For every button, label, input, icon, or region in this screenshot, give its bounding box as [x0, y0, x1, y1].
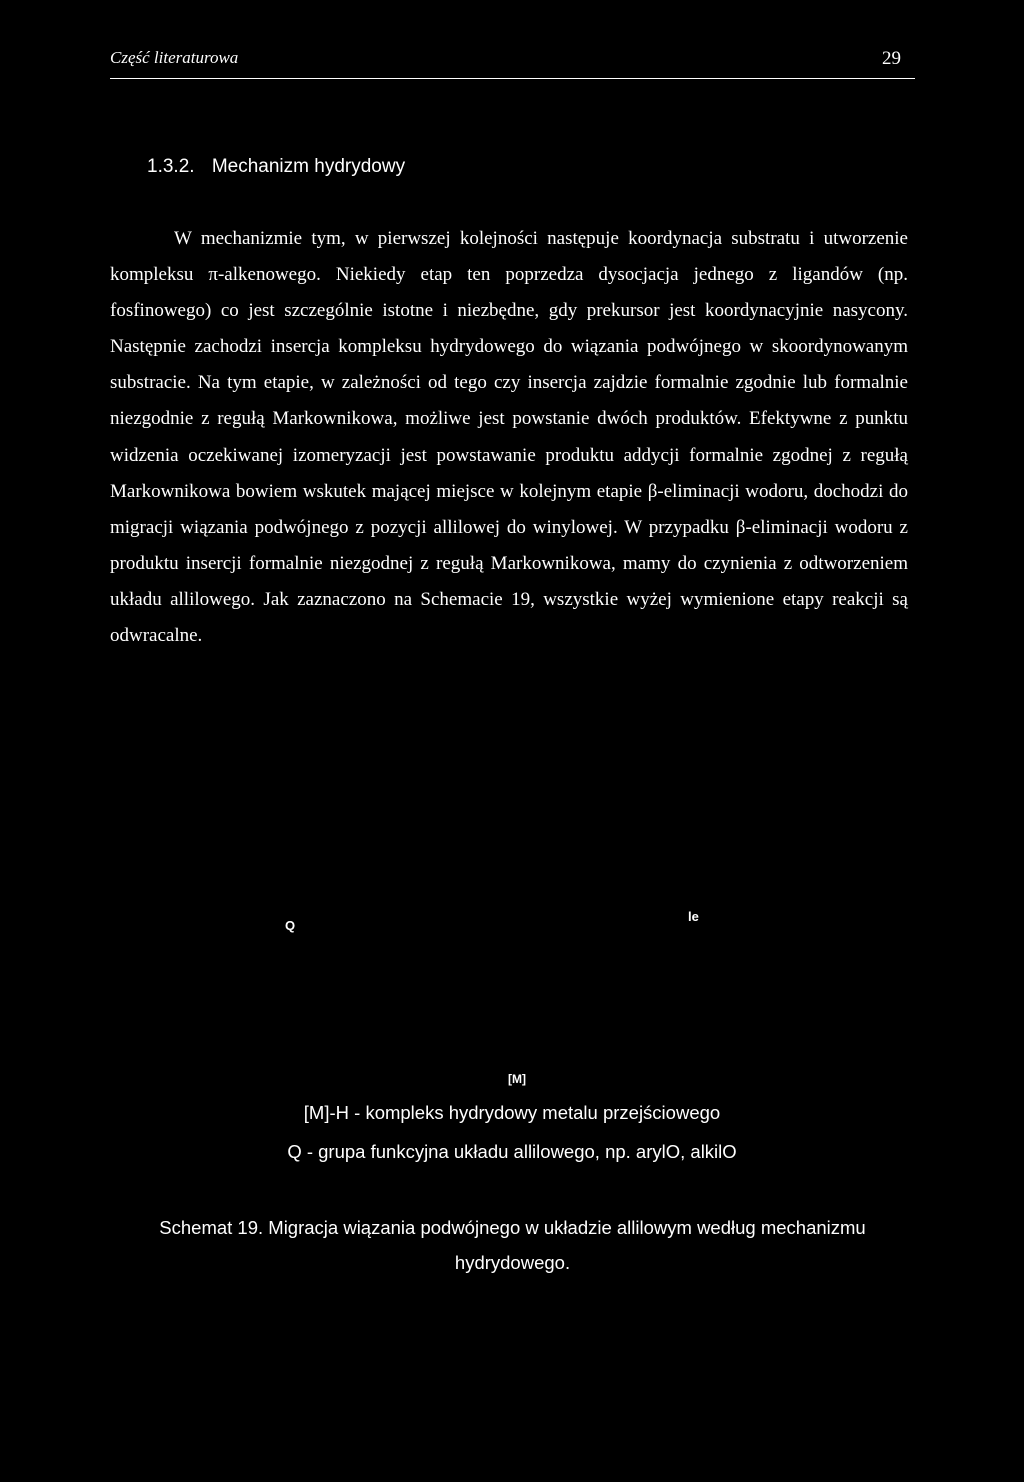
scheme-label-m: [M]: [508, 1072, 526, 1086]
section-title: Mechanizm hydrydowy: [211, 156, 406, 177]
scheme-legend-hydride: [M]-H - kompleks hydrydowy metalu przejściowego: [303, 1102, 721, 1123]
scheme-label-le: le: [688, 909, 699, 924]
section-heading: [147, 156, 405, 178]
body-paragraph: W mechanizmie tym, w pierwszej kolejności następuje koordynacja substratu i utworzenie kompleksu π-alkenowego. Niekiedy etap ten poprzedza dysocjacja jednego z ligandów (np. fosfinowego) co jest szczególnie istotne i niezbędne, gdy prekursor jest koordynacyjnie nasycony. Następnie zachodzi insercja kompleksu hydrydowego do wiązania podwójnego w skoordynowanym substracie. Na tym etapie, w zależności od tego czy insercja zajdzie formalnie zgodnie lub formalnie niezgodnie z regułą Markownikowa, możliwe jest powstanie dwóch produktów. Efektywne z punktu widzenia oczekiwanej izomeryzacji jest powstawanie produktu addycji formalnie zgodnej z regułą Markownikowa bowiem wskutek mającej miejsce w kolejnym etapie β-eliminacji wodoru, dochodzi do migracji wiązania podwójnego z pozycji allilowej do winylowej. W przypadku β-eliminacji wodoru z produktu insercji formalnie niezgodnej z regułą Markownikowa, mamy do czynienia z odtworzeniem układu allilowego. Jak zaznaczono na Schemacie 19, wszystkie wyżej wymienione etapy reakcji są odwracalne.: [110, 228, 908, 647]
scheme-label-q: Q: [285, 918, 296, 933]
scheme-legend-q: Q - grupa funkcyjna układu allilowego, np. arylO, alkilO: [287, 1141, 737, 1162]
running-title: Część literaturowa: [110, 48, 239, 67]
scheme-caption: Schemat 19. Migracja wiązania podwójnego w układzie allilowym według mechanizmu hydrydowego.: [159, 1217, 866, 1273]
page-number: 29: [882, 48, 901, 69]
header-rule: [110, 78, 915, 79]
section-number: 1.3.2.: [147, 156, 195, 177]
